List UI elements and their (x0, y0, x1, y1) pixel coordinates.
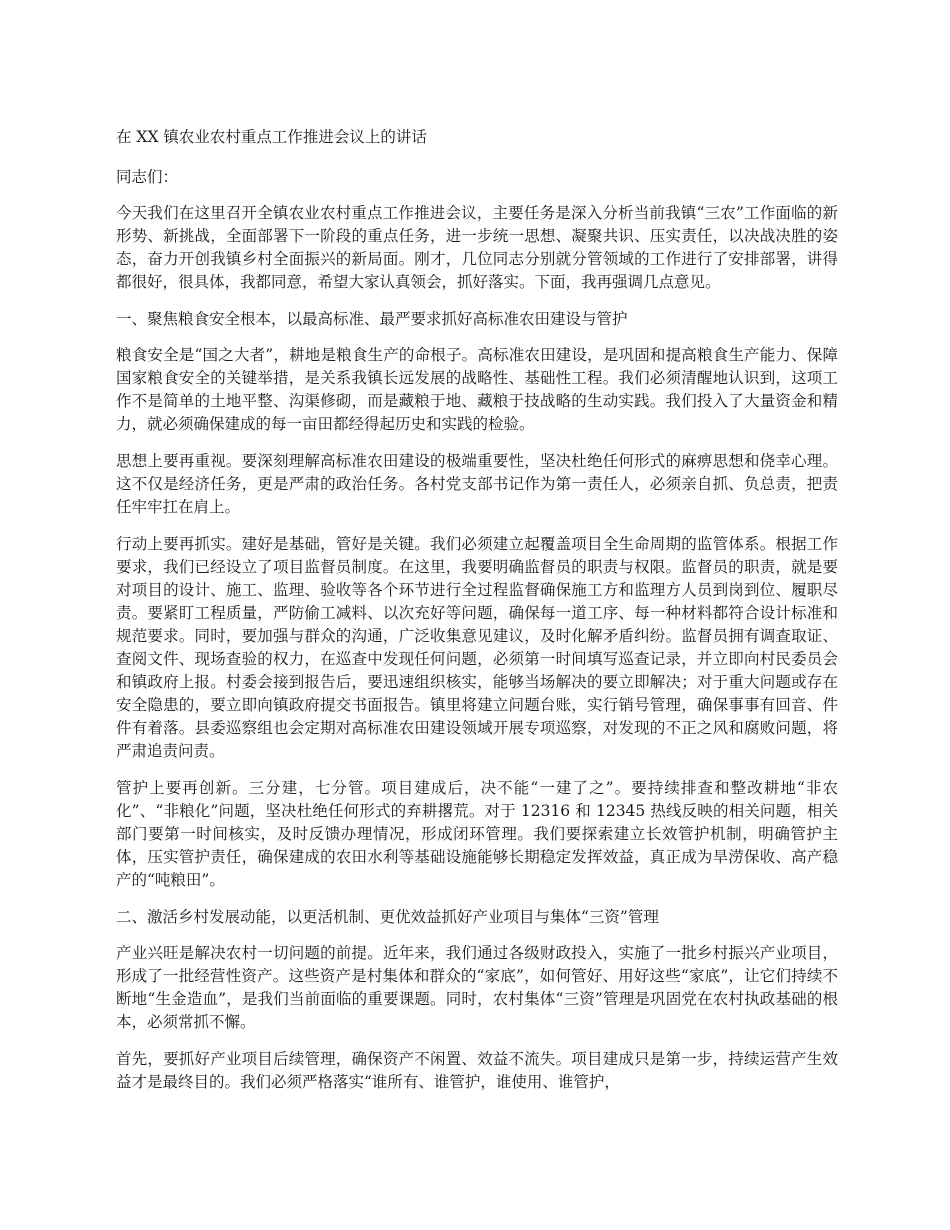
paragraph-industry: 产业兴旺是解决农村一切问题的前提。近年来，我们通过各级财政投入，实施了一批乡村振兴产业项目，形成了一批经营性资产。这些资产是村集体和群众的“家底”，如何管好、用好这些“家底”，让它们持续不断地“生金造血”，是我们当前面临的重要课题。同时，农村集体“三资”管理是巩固党在农村执政基础的根本，必须常抓不懈。 (116, 944, 838, 1031)
paragraph-maintenance: 管护上要再创新。三分建，七分管。项目建成后，决不能“一建了之”。要持续排查和整改耕地“非农化”、“非粮化”问题，坚决杜绝任何形式的弃耕撂荒。对于 12316 和 12345 热线反映的相关问题，相关部门要第一时间核实，及时反馈办理情况，形成闭环管理。我们要探索建立长效管护机制，明确管护主体，压实管护责任，确保建成的农田水利等基础设施能够长期稳定发挥效益，真正成为旱涝保收、高产稳产的“吨粮田”。 (116, 779, 838, 889)
paragraph-first: 首先，要抓好产业项目后续管理，确保资产不闲置、效益不流失。项目建成只是第一步，持续运营产生效益才是最终目的。我们必须严格落实“谁所有、谁管护，谁使用、谁管护， (116, 1050, 838, 1091)
section-heading-2: 二、激活乡村发展动能，以更活机制、更优效益抓好产业项目与集体“三资”管理 (116, 908, 659, 926)
salutation: 同志们： (116, 168, 179, 186)
paragraph-intro: 今天我们在这里召开全镇农业农村重点工作推进会议，主要任务是深入分析当前我镇“三农”工作面临的新形势、新挑战，全面部署下一阶段的重点任务，进一步统一思想、凝聚共识、压实责任，以决战决胜的姿态，奋力开创我镇乡村全面振兴的新局面。刚才，几位同志分别就分管领域的工作进行了安排部署，讲得都很好，很具体，我都同意，希望大家认真领会，抓好落实。下面，我再强调几点意见。 (116, 204, 838, 291)
document-page (116, 126, 838, 1108)
document-title: 在 XX 镇农业农村重点工作推进会议上的讲话 (116, 128, 427, 146)
paragraph-food-security: 粮食安全是“国之大者”，耕地是粮食生产的命根子。高标准农田建设，是巩固和提高粮食生产能力、保障国家粮食安全的关键举措，是关系我镇长远发展的战略性、基础性工程。我们必须清醒地认识到，这项工作不是简单的土地平整、沟渠修砌，而是藏粮于地、藏粮于技战略的生动实践。我们投入了大量资金和精力，就必须确保建成的每一亩田都经得起历史和实践的检验。 (116, 346, 838, 433)
paragraph-action: 行动上要再抓实。建好是基础，管好是关键。我们必须建立起覆盖项目全生命周期的监管体系。根据工作要求，我们已经设立了项目监督员制度。在这里，我要明确监督员的职责与权限。监督员的职责，就是要对项目的设计、施工、监理、验收等各个环节进行全过程监督确保施工方和监理方人员到岗到位、履职尽责。要紧盯工程质量，严防偷工减料、以次充好等问题，确保每一道工序、每一种材料都符合设计标准和规范要求。同时，要加强与群众的沟通，广泛收集意见建议，及时化解矛盾纠纷。监督员拥有调查取证、查阅文件、现场查验的权力，在巡查中发现任何问题，必须第一时间填写巡查记录，并立即向村民委员会和镇政府上报。村委会接到报告后，要迅速组织核实，能够当场解决的要立即解决；对于重大问题或存在安全隐患的，要立即向镇政府提交书面报告。镇里将建立问题台账，实行销号管理，确保事事有回音、件件有着落。县委巡察组也会定期对高标准农田建设领域开展专项巡察，对发现的不正之风和腐败问题，将严肃追责问责。 (116, 535, 838, 760)
section-heading-1: 一、聚焦粮食安全根本，以最高标准、最严要求抓好高标准农田建设与管护 (116, 310, 628, 328)
paragraph-ideology: 思想上要再重视。要深刻理解高标准农田建设的极端重要性，坚决杜绝任何形式的麻痹思想和侥幸心理。这不仅是经济任务，更是严肃的政治任务。各村党支部书记作为第一责任人，必须亲自抓、负总责，把责任牢牢扛在肩上。 (116, 452, 838, 516)
